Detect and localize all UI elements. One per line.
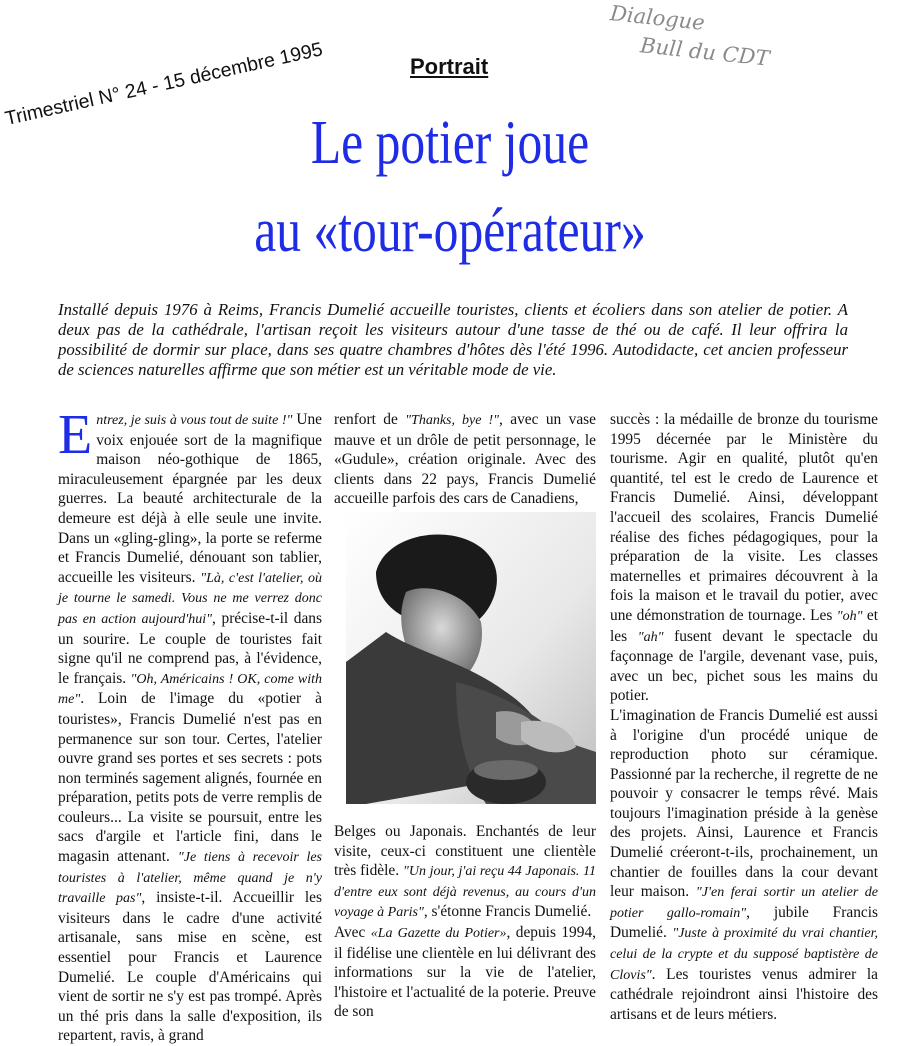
quote: ntrez, je suis à vous tout de suite !" xyxy=(96,413,293,428)
headline-line1: Le potier joue xyxy=(310,109,590,177)
body-text: succès : la médaille de bronze du tourisme 1995 décernée par le Ministère du tourisme. Agir en qualité, plutôt qu'en quantité, tel est le credo de Laurence et Francis Dumelié. Ainsi, développant l'accueil des scolaires, Francis Dumelié réalise des fiches pédagogiques, pour la préparation de la visite. Les classes maternelles et primaires découvrent à la fois la maison et le travail du potier, avec une démonstration de tournage. Les xyxy=(610,411,878,624)
lead-paragraph: Installé depuis 1976 à Reims, Francis Dumelié accueille touristes, clients et écoliers dans son atelier de potier. A deux pas de la cathédrale, l'artisan reçoit les visiteurs autour d'une tasse de thé ou de café. Il leur offrira la possibilité de dormir sur place, dans ses quatre chambres d'hôtes dès l'été 1996. Autodidacte, cet ancien professeur de sciences naturelles affirme que son métier est un véritable mode de vie. xyxy=(58,300,848,379)
body-text: , précise-t-il dans un sourire. Le couple de touristes fait signe qu'il ne comprend pas, à l'évidence, le français. xyxy=(58,609,322,687)
issue-stamp: Trimestriel N° 24 - 15 décembre 1995 xyxy=(3,38,325,131)
body-text: , insiste-t-il. Accueillir les visiteurs dans le cadre d'une activité artisanale, sans mise en scène, est essentiel pour Francis et Laurence Dumelié. Le couple d'Américains qui vient de sortir ne s'y est pas trompé. Après un thé pris dans la salle d'exposition, ils repartent, ravis, à grand xyxy=(58,889,322,1045)
quote: "Je tiens à recevoir les touristes à l'atelier, même quand je n'y travaille pas" xyxy=(58,850,322,907)
quote: "Thanks, bye !" xyxy=(405,413,500,428)
body-text: L'imagination de Francis Dumelié est aussi à l'origine d'un procédé unique de reproduction photo sur céramique. Passionné par la recherche, il regrette de ne pouvoir y consacrer le temps rêvé. Mais toujours l'imagination préside à la genèse des projets. Ainsi, Laurence et Francis Dumelié créeront-t-ils, prochainement, un chantier de fouilles dans la cour devant leur maison. xyxy=(610,706,878,901)
handwritten-note-line2: Bull du CDT xyxy=(639,33,771,71)
body-text: , depuis 1994, il fidélise une clientèle en lui délivrant des informations sur la vie de l'atelier, l'histoire et l'actualité de la poterie. Preuve de son xyxy=(334,923,596,1021)
body-text: . Loin de l'image du «potier à touristes», Francis Dumelié n'est pas en permanence sur son tour. Certes, l'atelier ouvre grand ses portes et ses secrets : pots non terminés sagement alignés, fournée en préparation, petits pots de verre remplis de couleurs... La visite se poursuit, entre les sacs d'argile et l'article fini, dans le magasin attenant. xyxy=(58,690,322,866)
body-text: Une voix enjouée sort de la magnifique maison néo-gothique de 1865, miraculeusement épargnée par les deux guerres. La beauté architecturale de la demeure est déjà à elle seule une invite. Dans un «gling-gling», la porte se referme et Francis Dumelié, dénouant son tablier, accueille les visiteurs. xyxy=(58,411,322,586)
handwritten-note-line1: Dialogue xyxy=(609,1,706,35)
body-text: , jubile Francis Dumelié. xyxy=(610,903,878,942)
body-text: , s'étonne Francis Dumelié. xyxy=(423,903,592,921)
quote: "Oh, Américains ! OK, come with me" xyxy=(58,671,322,708)
article-column-2-bottom xyxy=(334,822,596,1022)
quote: "Juste à proximité du vrai chantier, celui de la crypte et du supposé baptistère de Clovis" xyxy=(610,926,878,983)
body-text: fusent devant le spectacle du façonnage de l'argile, devenant vase, puis, avec un bec, pichet sous les mains du potier. xyxy=(610,627,878,705)
body-text: . Les touristes venus admirer la cathédrale rejoindront ainsi l'histoire des artisans et de leurs métiers. xyxy=(610,965,878,1023)
body-text: Belges ou Japonais. Enchantés de leur visite, ceux-ci constituent une clientèle très fidèle. xyxy=(334,823,596,880)
quote: "ah" xyxy=(637,629,664,645)
section-rubric: Portrait xyxy=(410,54,489,79)
drop-cap: E xyxy=(58,404,93,466)
body-text: Avec xyxy=(334,923,371,941)
headline-line2: au «tour-opérateur» xyxy=(254,197,646,265)
body-text: et les xyxy=(610,606,878,645)
body-text: renfort de xyxy=(334,411,406,428)
article-column-3 xyxy=(610,410,878,1024)
quote: "oh" xyxy=(836,608,863,624)
article-column-1 xyxy=(58,404,322,1046)
body-text: , avec un vase mauve et un drôle de petit personnage, le «Gudule», création originale. Avec des clients dans 22 pays, Francis Dumelié accueille parfois des cars de Canadiens, xyxy=(334,411,596,508)
quote: "Là, c'est l'atelier, où je tourne le samedi. Vous ne me verrez donc pas en action aujourd'hui" xyxy=(58,570,322,627)
quote: "Un jour, j'ai reçu 44 Japonais. 11 d'entre eux sont déjà revenus, au cours d'un voyage à Paris" xyxy=(334,864,596,921)
article-column-2-top xyxy=(334,410,596,509)
quote: "J'en ferai sortir un atelier de potier gallo-romain" xyxy=(610,885,879,921)
quote: «La Gazette du Potier» xyxy=(370,925,507,941)
potter-photo xyxy=(346,512,596,804)
